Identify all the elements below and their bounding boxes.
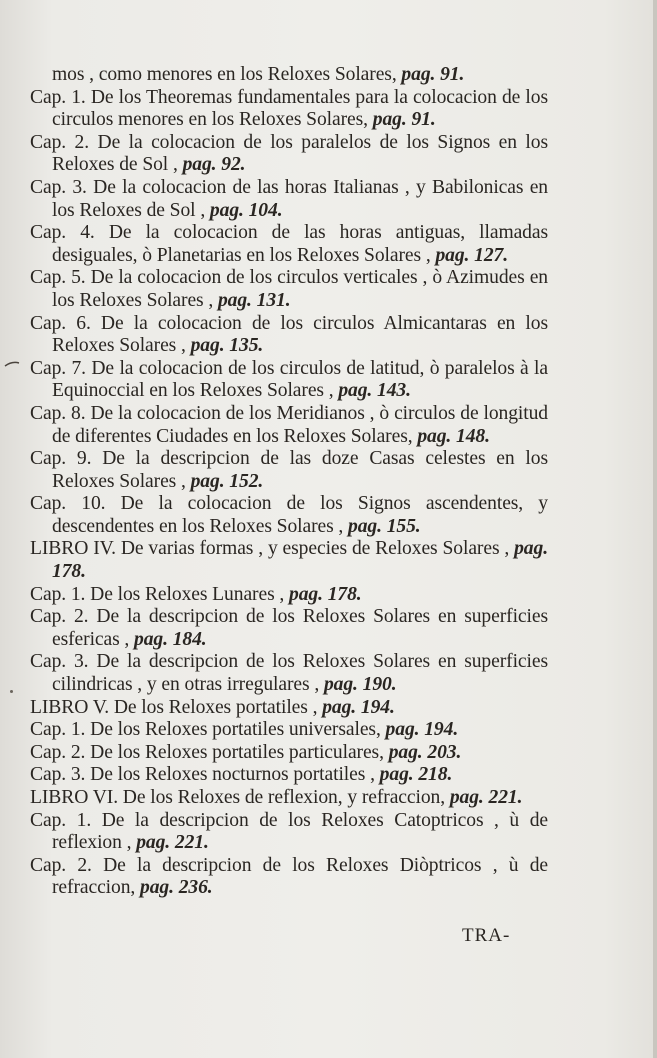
toc-entry bbox=[30, 403, 548, 448]
toc-entry-title: Cap. 7. De la colocacion de los circulos de latitud, ò paralelos à la Equinoccial en los Reloxes Solares , bbox=[30, 357, 548, 402]
toc-entry-title: Cap. 1. De los Theoremas fundamentales para la colocacion de los circulos menores en los Reloxes Solares, bbox=[30, 86, 548, 131]
toc-entry bbox=[30, 267, 548, 312]
toc-entry-title: LIBRO V. De los Reloxes portatiles , bbox=[30, 696, 323, 718]
toc-entry bbox=[30, 855, 548, 900]
margin-speck bbox=[10, 690, 13, 693]
margin-pen-mark bbox=[4, 360, 20, 368]
toc-entry-page: pag. 104. bbox=[209, 199, 283, 221]
toc-entry-page: pag. 91. bbox=[401, 64, 465, 85]
toc-entry-page: pag. 91. bbox=[372, 109, 436, 131]
toc-entry bbox=[30, 132, 548, 177]
toc-entry-title: Cap. 9. De la descripcion de las doze Casas celestes en los Reloxes Solares , bbox=[30, 448, 548, 492]
catchword: TRA- bbox=[462, 925, 511, 946]
toc-entry bbox=[30, 64, 548, 87]
toc-entry bbox=[30, 764, 548, 787]
toc-entry bbox=[30, 177, 548, 222]
toc-entry bbox=[30, 493, 548, 538]
toc-entry-title: Cap. 8. De la colocacion de los Meridianos , ò circulos de longitud de diferentes Ciudades en los Reloxes Solares, bbox=[30, 402, 548, 447]
toc-entry-title: mos , como menores en los Reloxes Solares, bbox=[52, 64, 402, 85]
toc-entry-page: pag. 218. bbox=[379, 764, 453, 786]
toc-entry-title: Cap. 1. De la descripcion de los Reloxes Catoptricos , ù de reflexion , bbox=[30, 809, 548, 854]
toc-entry-page: pag. 92. bbox=[182, 154, 246, 176]
toc-entry-page: pag. 131. bbox=[217, 289, 291, 311]
toc-entry-page: pag. 148. bbox=[417, 425, 490, 447]
toc-entry-title: Cap. 3. De la descripcion de los Reloxes Solares en superficies cilindricas , y en otras irregulares , bbox=[30, 651, 548, 696]
toc-entry bbox=[30, 313, 548, 358]
toc-entry-page: pag. 190. bbox=[323, 674, 397, 696]
toc-entry-title: Cap. 2. De la descripcion de los Reloxes Diòptricos , ù de refraccion, bbox=[30, 854, 548, 899]
toc-entry bbox=[30, 584, 548, 607]
toc-entry bbox=[30, 222, 548, 267]
toc-entry-page: pag. 127. bbox=[435, 244, 509, 266]
toc-entry bbox=[30, 448, 548, 493]
toc-entry-page: pag. 135. bbox=[190, 335, 264, 357]
toc-entry-title: Cap. 3. De los Reloxes nocturnos portatiles , bbox=[30, 764, 380, 786]
toc-entry bbox=[30, 651, 548, 696]
toc-entry-page: pag. 152. bbox=[190, 470, 264, 492]
toc-entry-title: Cap. 10. De la colocacion de los Signos ascendentes, y descendentes en los Reloxes Solares , bbox=[30, 493, 548, 537]
toc-entry-page: pag. 194. bbox=[385, 719, 459, 741]
toc-entry-page: pag. 143. bbox=[338, 380, 411, 402]
toc-entry-title: Cap. 5. De la colocacion de los circulos verticales , ò Azimudes en los Reloxes Solares , bbox=[30, 267, 548, 311]
toc-entry bbox=[30, 719, 548, 742]
toc-entry-page: pag. 155. bbox=[348, 515, 421, 537]
toc-entry-page: pag. 236. bbox=[140, 877, 213, 899]
toc-entry bbox=[30, 810, 548, 855]
table-of-contents bbox=[30, 64, 548, 900]
toc-entry-page: pag. 184. bbox=[134, 628, 207, 650]
toc-entry bbox=[30, 697, 548, 720]
toc-entry bbox=[30, 787, 548, 810]
toc-entry-title: LIBRO VI. De los Reloxes de reflexion, y refraccion, bbox=[30, 787, 450, 808]
toc-entry-page: pag. 178. bbox=[52, 538, 548, 583]
page-edge bbox=[653, 0, 657, 1058]
toc-entry-title: Cap. 2. De la colocacion de los paralelos de los Signos en los Reloxes de Sol , bbox=[30, 131, 548, 176]
toc-entry-page: pag. 178. bbox=[289, 583, 362, 605]
toc-entry bbox=[30, 742, 548, 765]
toc-entry-title: Cap. 3. De la colocacion de las horas Italianas , y Babilonicas en los Reloxes de Sol , bbox=[30, 176, 548, 221]
toc-entry bbox=[30, 538, 548, 583]
toc-entry-title: Cap. 1. De los Reloxes portatiles universales, bbox=[30, 719, 386, 741]
toc-entry-title: Cap. 6. De la colocacion de los circulos Almicantaras en los Reloxes Solares , bbox=[30, 312, 548, 357]
toc-entry-title: Cap. 2. De los Reloxes portatiles particulares, bbox=[30, 741, 389, 763]
toc-entry bbox=[30, 358, 548, 403]
toc-entry-page: pag. 194. bbox=[322, 696, 395, 718]
toc-entry-page: pag. 221. bbox=[136, 832, 209, 854]
toc-entry bbox=[30, 87, 548, 132]
toc-entry bbox=[30, 606, 548, 651]
toc-entry-title: Cap. 2. De la descripcion de los Reloxes Solares en superficies esfericas , bbox=[30, 606, 548, 650]
toc-entry-page: pag. 203. bbox=[388, 741, 462, 763]
toc-entry-title: Cap. 1. De los Reloxes Lunares , bbox=[30, 583, 289, 605]
toc-entry-page: pag. 221. bbox=[449, 787, 523, 808]
toc-entry-title: Cap. 4. De la colocacion de las horas antiguas, llamadas desiguales, ò Planetarias en los Reloxes Solares , bbox=[30, 222, 548, 266]
toc-entry-title: LIBRO IV. De varias formas , y especies de Reloxes Solares , bbox=[30, 538, 515, 560]
